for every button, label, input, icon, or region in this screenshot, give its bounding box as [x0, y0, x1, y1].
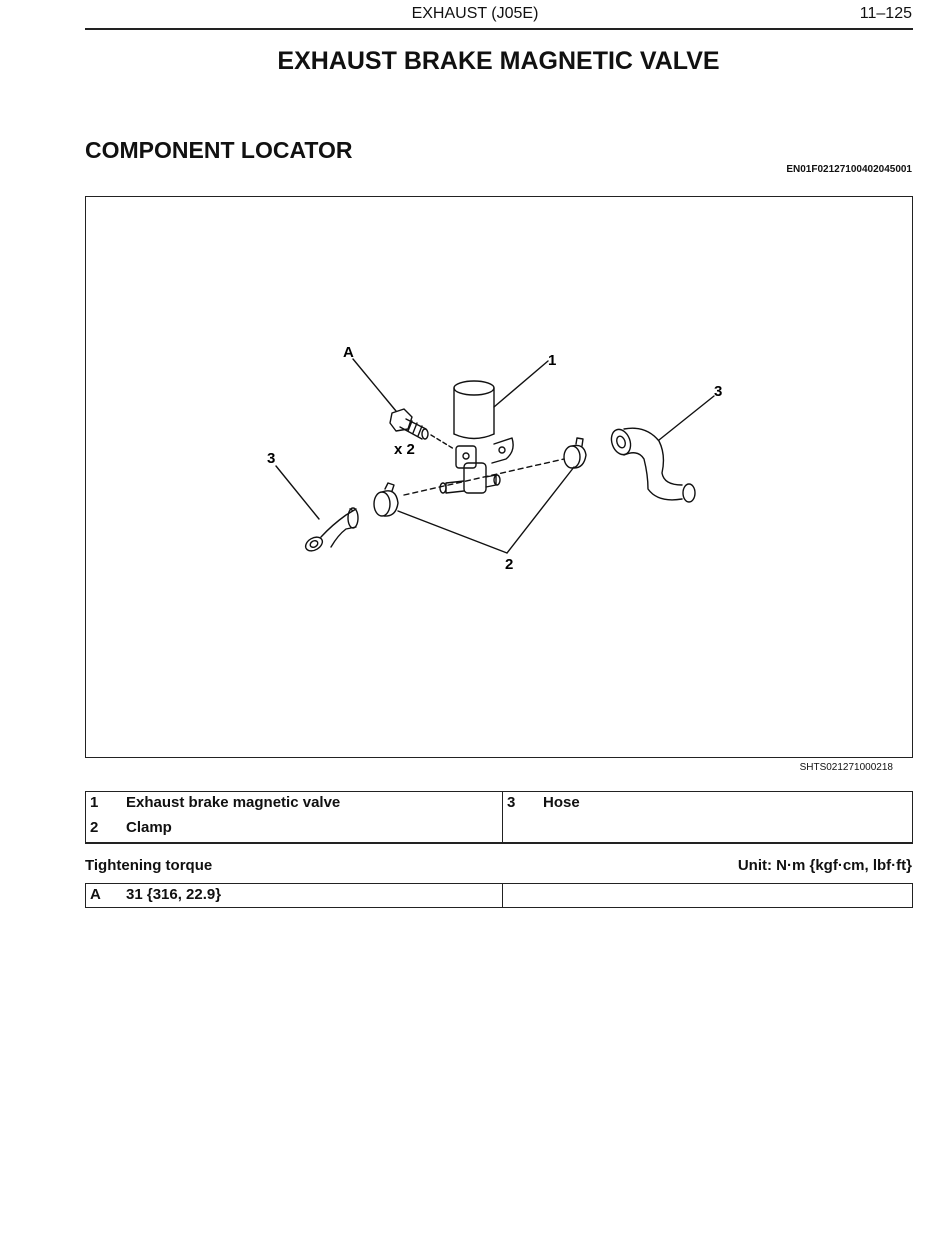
torque-table: [85, 883, 913, 908]
component-figure: [85, 196, 913, 758]
legend-num: 3: [507, 794, 516, 811]
section-title: COMPONENT LOCATOR: [85, 137, 353, 163]
legend-num: 1: [90, 794, 99, 811]
torque-value: 31 {316, 22.9}: [122, 884, 503, 908]
callout-1: 1: [548, 352, 557, 369]
leader-line-1: [494, 361, 548, 407]
clamp-left: [374, 483, 398, 516]
legend-label: [539, 817, 913, 843]
callout-2: 2: [505, 556, 514, 573]
bolt-dash-line: [431, 435, 454, 449]
leader-line-a: [353, 359, 396, 411]
component-illustration: [86, 197, 912, 757]
callout-qty: x 2: [394, 441, 415, 458]
legend-num: 2: [90, 819, 99, 836]
leader-line-2a: [398, 511, 507, 553]
clamp-right: [564, 438, 586, 468]
figure-code: SHTS021271000218: [799, 762, 893, 773]
union-bolt: [390, 409, 428, 439]
running-header-title: EXHAUST (J05E): [411, 5, 539, 22]
torque-unit: Unit: N·m {kgf·cm, lbf·ft}: [737, 857, 912, 874]
callout-3-right: 3: [714, 383, 723, 400]
legend-label: Clamp: [122, 817, 503, 843]
leader-line-2b: [507, 467, 574, 553]
table-row: [86, 792, 913, 818]
callout-3-left: 3: [267, 450, 276, 467]
torque-empty-cell: [503, 884, 913, 908]
torque-heading: Tightening torque: [85, 857, 213, 874]
legend-table: [85, 791, 913, 844]
document-code: EN01F02127100402045001: [786, 164, 912, 175]
header-divider: [85, 28, 913, 30]
legend-num: [503, 817, 540, 843]
hose-left: [303, 508, 358, 554]
table-row: [86, 817, 913, 843]
leader-line-3-right: [659, 396, 714, 440]
table-row: [86, 884, 913, 908]
callout-a: A: [343, 344, 354, 361]
legend-label: Hose: [543, 794, 580, 811]
magnetic-valve: [440, 381, 513, 493]
page-number: 11–125: [859, 5, 912, 22]
legend-label: Exhaust brake magnetic valve: [122, 792, 503, 818]
hose-right: [608, 427, 695, 502]
clamp-dash-line: [404, 459, 564, 495]
leader-line-3-left: [276, 466, 319, 519]
torque-key: A: [90, 886, 101, 903]
page-title: EXHAUST BRAKE MAGNETIC VALVE: [277, 47, 720, 75]
